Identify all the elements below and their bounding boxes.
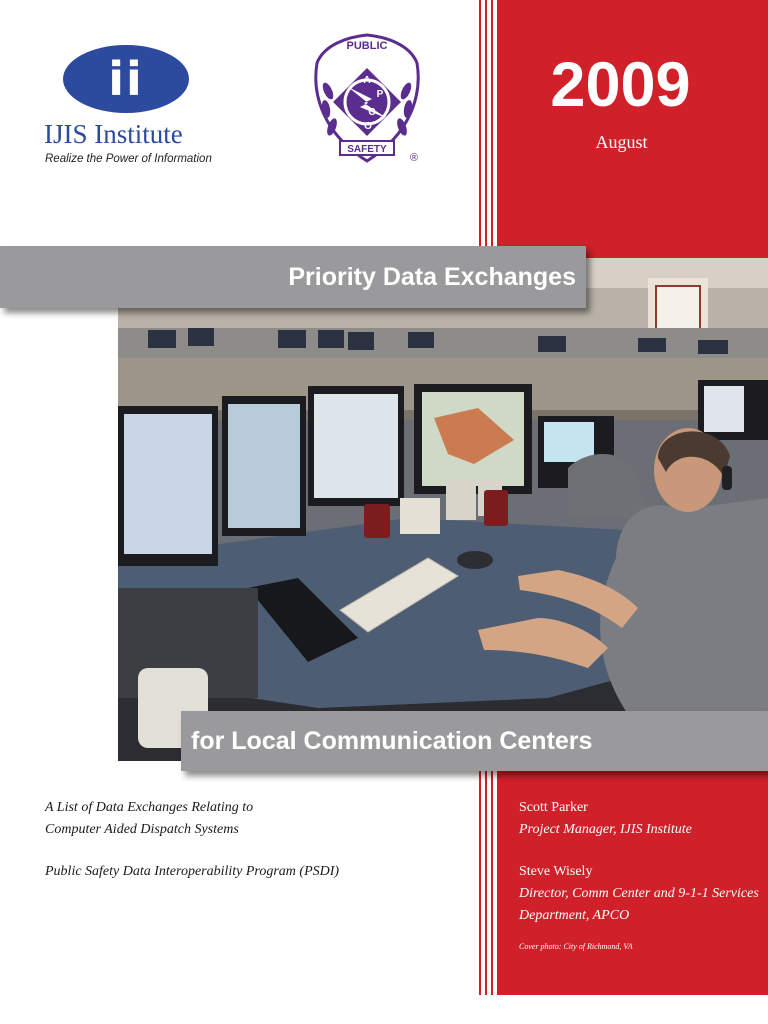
author-title: Director, Comm Center and 9-1-1 Services: [519, 886, 759, 901]
apco-letter: C: [368, 107, 376, 118]
issue-month: August: [595, 132, 648, 152]
apco-top-text: PUBLIC: [346, 40, 388, 52]
author-name: Scott Parker: [519, 800, 588, 815]
issue-year: 2009: [550, 50, 691, 120]
apco-letter: A: [363, 75, 371, 86]
program-name: Public Safety Data Interoperability Program (PSDI): [45, 864, 340, 879]
apco-logo: [312, 33, 422, 165]
ijis-logo-letters: ii: [108, 52, 144, 106]
document-title: Priority Data Exchanges: [288, 262, 576, 291]
title-banner: [0, 246, 586, 308]
apco-letter: O: [364, 121, 372, 132]
author-title: Project Manager, IJIS Institute: [519, 822, 692, 837]
description-block: [45, 797, 339, 883]
registered-mark: ®: [409, 152, 419, 164]
ijis-logo-tagline: Realize the Power of Information: [45, 153, 212, 165]
ijis-logo-name: IJIS Institute: [44, 119, 183, 149]
description-line: A List of Data Exchanges Relating to: [45, 800, 254, 815]
author-name: Steve Wisely: [519, 864, 593, 879]
subtitle-banner: [181, 711, 768, 771]
cover-photo-dispatch-center: [118, 258, 768, 761]
description-line: Computer Aided Dispatch Systems: [45, 822, 239, 837]
photo-credit: Cover photo: City of Richmond, VA: [519, 942, 633, 951]
authors-block: [519, 797, 759, 927]
apco-bottom-text: SAFETY: [347, 144, 387, 155]
author-title: Department, APCO: [519, 908, 630, 923]
apco-letter: P: [376, 89, 384, 100]
document-subtitle: for Local Communication Centers: [191, 726, 593, 755]
ijis-logo-mark: [63, 45, 189, 113]
